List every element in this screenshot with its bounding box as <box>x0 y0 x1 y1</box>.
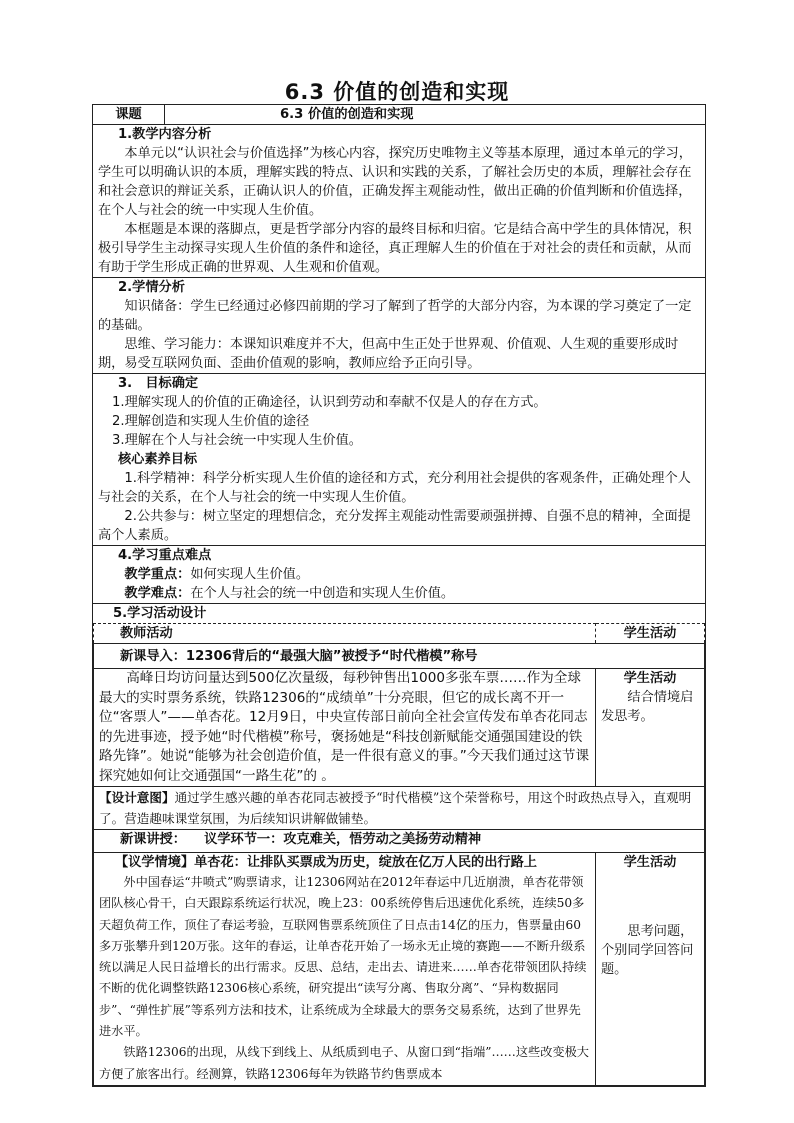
key-point <box>98 565 700 584</box>
scenario-row <box>94 853 705 1086</box>
design-intent-row <box>94 787 705 830</box>
intro-title: 新课导入：12306背后的“最强大脑”被授予“时代楷模”称号 <box>94 644 705 669</box>
scenario-teacher-cell <box>94 853 596 1086</box>
section-student-analysis <box>93 278 706 374</box>
section-activity-design <box>93 604 706 1087</box>
goal-1: 1.理解实现人的价值的正确途径，认识到劳动和奉献不仅是人的存在方式。 <box>112 395 547 410</box>
section-content-analysis <box>93 125 706 278</box>
lesson-plan-table <box>92 104 706 1087</box>
intro-text: 高峰日均访问量达到500亿次量级，每秒钟售出1000多张车票……作为全球最大的实时票务系统，铁路12306的“成绩单”十分亮眼，但它的成长离不开一位“客票人”——单杏花。12月9日，中央宣传部日前向全社会宣传发布单杏花同志的先进事迹，授予她“时代楷模”称号，褒扬她是“科技创新赋能交通强国建设的铁路先锋”。她说“能够为社会创造价值，是一件很有意义的事。”今天我们通过这节课探究她如何让交通强国“一路生花”的 。 <box>99 670 590 784</box>
core-literacy-heading: 核心素养目标 <box>118 452 198 467</box>
activity-header-row <box>94 624 705 644</box>
core-goal-2: 2.公共参与：树立坚定的理想信念，充分发挥主观能动性需要顽强拼搏、自强不息的精神，全面提高个人素质。 <box>98 509 691 543</box>
intro-teacher-cell <box>94 669 596 787</box>
new-lesson-topic: 议学环节一：攻克难关，悟劳动之美扬劳动精神 <box>204 832 482 847</box>
difficult-point-text: 在个人与社会的统一中创造和实现人生价值。 <box>190 586 455 601</box>
course-title: 6.3 价值的创造和实现 <box>165 105 706 125</box>
section5-heading: 5.学习活动设计 <box>113 606 207 621</box>
section1-paragraph-2: 本框题是本课的落脚点，更是哲学部分内容的最终目标和归宿。它是结合高中学生的具体情况，积极引导学生主动探寻实现人生价值的条件和途径，真正理解人生的价值在于对社会的责任和贡献，从而有助于学生形成正确的世界观、人生观和价值观。 <box>98 222 692 275</box>
teacher-activity-header: 教师活动 <box>94 624 596 644</box>
difficult-point <box>98 584 700 603</box>
intro-row <box>94 669 705 787</box>
scenario-title: 【议学情境】单杏花：让排队买票成为历史，绽放在亿万人民的出行路上 <box>115 855 537 870</box>
design-intent-label: 【设计意图】 <box>99 790 175 805</box>
intro-title-row <box>94 644 705 669</box>
intro-student-title: 学生活动 <box>623 671 677 686</box>
section1-heading: 1.教学内容分析 <box>118 127 212 142</box>
goal-3: 3.理解在个人与社会统一中实现人生价值。 <box>112 433 362 448</box>
new-lesson-row <box>94 830 705 853</box>
course-row <box>93 105 706 125</box>
section-goals <box>93 374 706 546</box>
section1-paragraph-1: 本单元以“认识社会与价值选择”为核心内容，探究历史唯物主义等基本原理，通过本单元的学习，学生可以明确认识的本质，理解实践的特点、认识和实践的关系，了解社会历史的本质，理解社会存在和社会意识的辩证关系，正确认识人的价值，正确发挥主观能动性，做出正确的价值判断和价值选择，在个人与社会的统一中实现人生价值。 <box>98 146 692 218</box>
section2-paragraph-1: 知识储备：学生已经通过必修四前期的学习了解到了哲学的大部分内容，为本课的学习奠定了一定的基础。 <box>98 299 692 333</box>
new-lesson-label: 新课讲授： <box>120 832 186 847</box>
section-key-points <box>93 546 706 604</box>
activity-table <box>93 623 705 1086</box>
section2-heading: 2.学情分析 <box>118 280 185 295</box>
core-goal-1: 1.科学精神：科学分析实现人生价值的途径和方式，充分利用社会提供的客观条件，正确处理个人与社会的关系，在个人与社会的统一中实现人生价值。 <box>98 471 691 505</box>
scenario-student-title: 学生活动 <box>623 855 677 870</box>
design-intent <box>99 787 699 829</box>
section3-heading: 3. 目标确定 <box>118 376 199 391</box>
section2-paragraph-2: 思维、学习能力：本课知识难度并不大，但高中生正处于世界观、价值观、人生观的重要形成时期，易受互联网负面、歪曲价值观的影响，教师应给予正向引导。 <box>98 337 679 371</box>
scenario-paragraph-1: 外中国春运“井喷式”购票请求，让12306网站在2012年春运中几近崩溃，单杏花带领团队核心骨干，白天跟踪系统运行状况，晚上23：00系统停售后迅速优化系统，连续50多天超负荷工作，顶住了春运考验，互联网售票系统顶住了日点击14亿的压力，售票量由60多万张攀升到120万张。这年的春运，让单杏花开始了一场永无止境的赛跑——不断升级系统以满足人民日益增长的出行需求。反思、总结，走出去、请进来……单杏花带领团队持续不断的优化调整铁路12306核心系统，研究提出“读写分离、售取分离”、“异构数据同步”、“弹性扩展”等系列方法和技术，让系统成为全球最大的票务交易系统，达到了世界先进水平。 <box>99 875 587 1039</box>
page-title: 6.3 价值的创造和实现 <box>284 80 510 104</box>
goal-2: 2.理解创造和实现人生价值的途径 <box>112 414 310 429</box>
section4-heading: 4.学习重点难点 <box>118 548 212 563</box>
new-lesson-cell <box>94 830 705 853</box>
student-activity-header: 学生活动 <box>596 624 705 644</box>
scenario-paragraph-2: 铁路12306的出现，从线下到线上、从纸质到电子、从窗口到“指端”……这些改变极大方便了旅客出行。经测算，铁路12306每年为铁路节约售票成本 <box>99 1045 589 1081</box>
design-intent-text: 通过学生感兴趣的单杏花同志被授予“时代楷模”这个荣誉称号，用这个时政热点导入，直观明了。营造趣味课堂氛围，为后续知识讲解做铺垫。 <box>99 790 692 826</box>
difficult-point-label: 教学难点： <box>124 586 191 601</box>
intro-student-text: 结合情境启发思考。 <box>601 690 694 724</box>
intro-student-cell <box>596 669 705 787</box>
scenario-student-cell <box>596 853 705 1086</box>
course-label: 课题 <box>93 105 165 125</box>
key-point-label: 教学重点： <box>124 567 191 582</box>
design-intent-cell <box>94 787 705 830</box>
scenario-student-text: 思考问题，个别同学回答问题。 <box>601 924 694 977</box>
key-point-text: 如何实现人生价值。 <box>190 567 310 582</box>
